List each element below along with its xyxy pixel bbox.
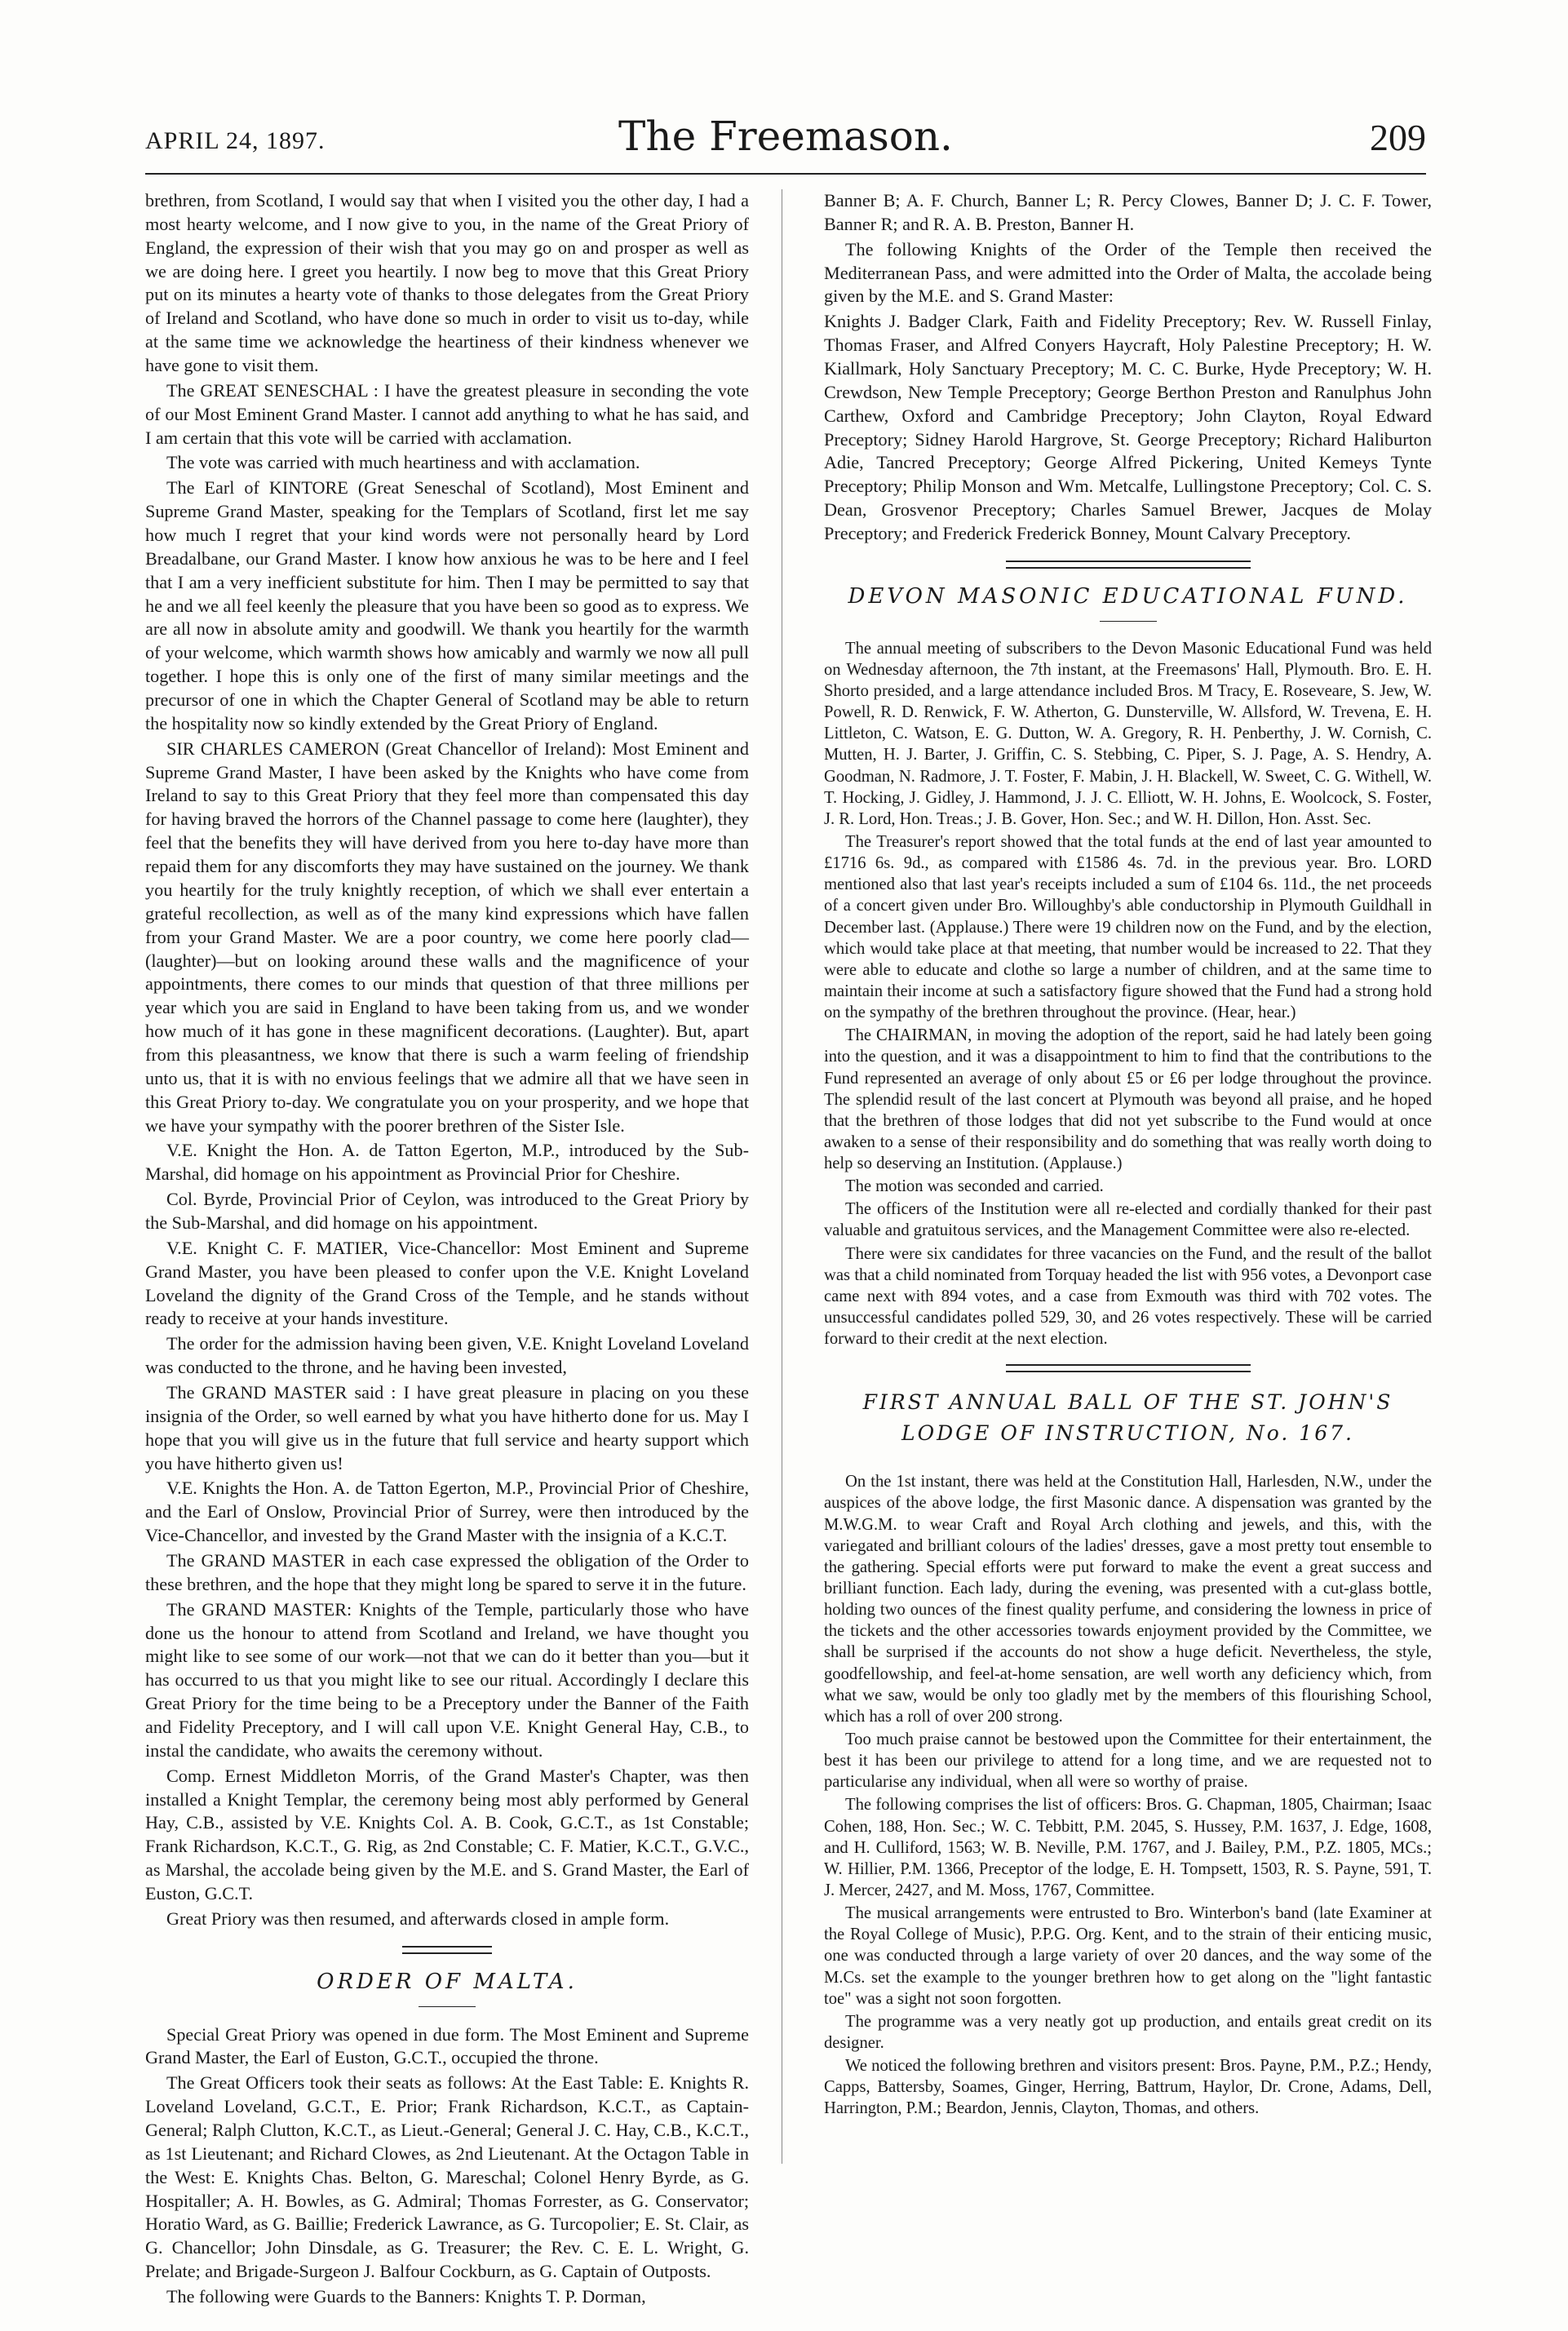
- paragraph: The GRAND MASTER in each case expressed the obligation of the Order to these brethren, and the hope that they might long be spared to serve it in the future.: [145, 1549, 749, 1594]
- paragraph: On the 1st instant, there was held at the Constitution Hall, Harlesden, N.W., under the auspices of the above lodge, the first Masonic dance. A dispensation was granted by the M.W.G.M. to wear Craft and Royal Arch clothing and jewels, and this, with the variegated and brilliant colours of the ladies' dresses, gave a most pretty tout ensemble to the gathering. Special efforts were put forward to make the event a great success and brilliant function. Each lady, during the evening, was presented with a cut-glass bottle, holding two ounces of the finest quality perfume, and considering the lowness in price of the tickets and the other accessories towards enjoyment provided by the Committee, we shall be surprised if the accounts do not show a huge deficit. Nevertheless, the style, goodfellowship, and feel-at-home sensation, are well worth any deficiency which, from what we saw, would be only too gladly met by the members of this flourishing School, which has a roll of over 200 strong.: [824, 1473, 1432, 1726]
- paragraph: There were six candidates for three vacancies on the Fund, and the result of the ballot was that a child nominated from Torquay headed the list with 956 votes, a Devonport case came next with 894 votes, and a case from Exmouth was third with 702 votes. The unsuccessful candidates polled 529, 30, and 26 votes respectively. These will be carried forward to their credit at the next election.: [824, 1244, 1432, 1349]
- paragraph: The Earl of KINTORE (Great Seneschal of Scotland), Most Eminent and Supreme Grand Master, speaking for the Templars of Scotland, first let me say how much I regret that your kind words were not personally heard by Lord Breadalbane, our Grand Master. I know how anxious he was to be here and I feel that I am a very inefficient substitute for him. Then I may be permitted to say that he and we all feel keenly the pleasure that you have been so good as to express. We are all now in absolute amity and goodwill. We thank you heartily for the warmth of your welcome, which warmth shows how amicably and warmly we now all pull together. I hope this is only one of the first of many similar meetings and the precursor of one in which the Chapter General of Scotland may be able to return the hospitality now so kindly extended by the Great Priory of England.: [145, 477, 749, 733]
- paragraph: The following comprises the list of officers: Bros. G. Chapman, 1805, Chairman; Isaac Cohen, 188, Hon. Sec.; W. C. Tebbitt, P.M. 2045, S. Hussey, P.M. 1637, J. Edge, 1608, and H. Culliford, 1563; W. B. Neville, P.M. 1767, and J. Bailey, P.M., P.Z. 1805, MCs.; W. Hillier, P.M. 1366, Preceptor of the lodge, E. H. Tompsett, 1503, R. S. Payne, 591, T. J. Mercer, 2427, and M. Moss, 1767, Committee.: [824, 1796, 1432, 1899]
- paragraph: The Treasurer's report showed that the total funds at the end of last year amounted to £1716 6s. 9d., as compared with £1586 4s. 7d. in the previous year. Bro. LORD mentioned also that last year's receipts included a sum of £104 6s. 11d., the net proceeds of a concert given under Bro. Willoughby's able conductorship in Plymouth Guildhall in December last. (Applause.) There were 19 children now on the Fund, and by the election, which would take place at that meeting, that number would be increased to 22. That they were able to educate and clothe so large a number of children, and at the same time to maintain their income at such a satisfactory figure showed that the Fund had a strong hold on the sympathy of the brethren throughout the province. (Hear, hear.): [824, 832, 1432, 1022]
- masthead: [145, 113, 1426, 171]
- paragraph: The officers of the Institution were all re-elected and cordially thanked for their past valuable and gratuitous services, and the Management Committee were also re-elected.: [824, 1200, 1432, 1240]
- paragraph: The musical arrangements were entrusted to Bro. Winterbon's band (late Examiner at the Royal College of Music), P.P.G. Org. Kent, and to the strain of their enticing music, one was conducted through a large variety of over 20 dances, and the way some of the M.Cs. set the example to the younger brethren how to get along on the "light fantastic toe" was a sight not soon forgotten.: [824, 1904, 1432, 2008]
- devon-fund-article: [824, 638, 1432, 1350]
- paragraph: Col. Byrde, Provincial Prior of Ceylon, was introduced to the Great Priory by the Sub-Marshal, and did homage on his appointment.: [145, 1189, 749, 1233]
- paragraph: The GRAND MASTER: Knights of the Temple, particularly those who have done us the honour to attend from Scotland and Ireland, we have thought you might like to see some of our work—not that we can do it better than you—but it has occurred to us that you might like to see our ritual. Accordingly I declare this Great Priory for the time being to be a Preceptory under the Banner of the Faith and Fidelity Preceptory, and I will call upon V.E. Knight General Hay, C.B., to instal the candidate, who awaits the ceremony without.: [145, 1598, 749, 1761]
- heading-underline: [1100, 621, 1157, 622]
- paragraph: V.E. Knight the Hon. A. de Tatton Egerton, M.P., introduced by the Sub-Marshal, did homage on his appointment as Provincial Prior for Cheshire.: [145, 1140, 749, 1185]
- paragraph: Comp. Ernest Middleton Morris, of the Grand Master's Chapter, was then installed a Knight Templar, the ceremony being most ably performed by General Hay, C.B., assisted by V.E. Knights Col. A. B. Cook, G.C.T., as 1st Constable; Frank Richardson, K.C.T., G. Rig, as 2nd Constable; C. F. Matier, K.C.T., G.V.C., as Marshal, the accolade being given by the M.E. and S. Grand Master, the Earl of Euston, G.C.T.: [145, 1765, 749, 1904]
- heading-line: FIRST ANNUAL BALL OF THE ST. JOHN'S: [862, 1390, 1393, 1415]
- section-rule: [1006, 561, 1251, 569]
- paragraph: The annual meeting of subscribers to the Devon Masonic Educational Fund was held on Wednesday afternoon, the 7th instant, at the Freemasons' Hall, Plymouth. Bro. E. H. Shorto presided, and a large attendance included Bros. M Tracy, E. Roseveare, S. Jew, W. Powell, R. D. Renwick, F. W. Atherton, G. Dunsterville, W. Allsford, W. Trevena, E. H. Littleton, C. Watson, E. G. Dutton, W. A. Gregory, R. H. Penberthy, J. W. Cornish, C. Mutten, H. J. Barter, J. Griffin, C. S. Stebbing, C. Piper, S. J. Page, A. S. Hendry, A. Goodman, N. Radmore, J. T. Foster, F. Mabin, J. H. Blackell, W. Sweet, C. G. Withell, W. T. Hocking, J. Gidley, J. Hammond, J. J. C. Elliott, W. H. Johns, E. Woolcock, S. Foster, J. R. Lord, Hon. Treas.; J. B. Gover, Hon. Sec.; and W. H. Dillon, Hon. Asst. Sec.: [824, 639, 1432, 828]
- paragraph: Special Great Priory was opened in due form. The Most Eminent and Supreme Grand Master, the Earl of Euston, G.C.T., occupied the throne.: [145, 2023, 749, 2068]
- paragraph: The GRAND MASTER said : I have great pleasure in placing on you these insignia of the Order, so well earned by what you have hitherto done for us. May I hope that you will give us in the future that full service and hearty support which you have hitherto given us!: [145, 1381, 749, 1473]
- masthead-rule: [145, 173, 1426, 175]
- st-johns-ball-heading: [824, 1387, 1432, 1448]
- order-of-malta-heading: ORDER OF MALTA.: [317, 1969, 578, 1994]
- page-number: 209: [1370, 117, 1426, 158]
- section-rule: [1006, 1364, 1251, 1372]
- devon-fund-heading: DEVON MASONIC EDUCATIONAL FUND.: [848, 583, 1408, 609]
- paragraph: Banner B; A. F. Church, Banner L; R. Percy Clowes, Banner D; J. C. F. Tower, Banner R; and R. A. B. Preston, Banner H.: [824, 190, 1432, 234]
- paragraph: The order for the admission having been given, V.E. Knight Loveland Loveland was conducted to the throne, and he having been invested,: [145, 1333, 749, 1378]
- paragraph: The programme was a very neatly got up production, and entails great credit on its designer.: [824, 2012, 1432, 2052]
- paragraph: The Great Officers took their seats as follows: At the East Table: E. Knights R. Loveland Loveland, G.C.T., E. Prior; Frank Richardson, K.C.T., as Captain-General; Ralph Clutton, K.C.T., as Lieut.-General; General J. C. Hay, C.B., K.C.T., as 1st Lieutenant; and Richard Clowes, as 2nd Lieutenant. At the Octagon Table in the West: E. Knights Chas. Belton, G. Mareschal; Colonel Henry Byrde, as G. Hospitaller; A. H. Bowles, as G. Admiral; Thomas Forrester, as G. Conservator; Horatio Ward, as G. Baillie; Frederick Lawrance, as G. Turcopolier; E. St. Clair, as G. Chancellor; John Dinsdale, as G. Treasurer; the Rev. C. E. L. Wright, G. Prelate; and Brigade-Surgeon J. Balfour Cockburn, as G. Captain of Outposts.: [145, 2072, 749, 2282]
- issue-date: APRIL 24, 1897.: [145, 127, 326, 154]
- paragraph: Knights J. Badger Clark, Faith and Fidelity Preceptory; Rev. W. Russell Finlay, Thomas Fraser, and Alfred Conyers Haycraft, Holy Palestine Preceptory; H. W. Kiallmark, Holy Sanctuary Preceptory; M. C. C. Burke, Hyde Preceptory; W. H. Crewdson, New Temple Preceptory; George Berthon Preston and Ranulphus John Carthew, Oxford and Cambridge Preceptory; John Clayton, Royal Edward Preceptory; Sidney Harold Hargrove, St. George Preceptory; Richard Haliburton Adie, Tancred Preceptory; George Alfred Pickering, United Kemeys Tynte Preceptory; Philip Monson and Wm. Metcalfe, Lullingstone Preceptory; Col. C. S. Dean, Grosvenor Preceptory; Charles Samuel Brewer, Jacques de Molay Preceptory; and Frederick Frederick Bonney, Mount Calvary Preceptory.: [824, 311, 1432, 544]
- paragraph: SIR CHARLES CAMERON (Great Chancellor of Ireland): Most Eminent and Supreme Grand Master, I have been asked by the Knights who have come from Ireland to say to this Great Priory that they feel more than compensated this day for having braved the horrors of the Channel passage to come here (laughter), they feel that the benefits they will have derived from you here to-day have more than repaid them for any discomforts they may have sustained on the journey. We thank you heartily for the truly knightly reception, of which we shall ever entertain a grateful recollection, as well as of the many kind expressions which have fallen from your Grand Master. We are a poor country, we come here poorly clad—(laughter)—but on looking around these walls and the magnificence of your appointments, there comes to our minds that question of that three millions per year which you are said in England to have been taking from us, and we wonder how much of it has gone in these magnificent decorations. (Laughter). But, apart from this pleasantness, we know that there is such a warm feeling of friendship unto us, that it is with no envious feelings that we admire all that we have seen in this Great Priory to-day. We congratulate you on your prosperity, and we hope that we have your sympathy with the poorer brethren of the Sister Isle.: [145, 738, 749, 1136]
- heading-underline: [419, 2006, 476, 2007]
- st-johns-ball-article: [824, 1471, 1432, 2119]
- paragraph: The following were Guards to the Banners: Knights T. P. Dorman,: [166, 2285, 646, 2307]
- paragraph: We noticed the following brethren and visitors present: Bros. Payne, P.M., P.Z.; Hendy, Capps, Battersby, Soames, Ginger, Herring, Battrum, Haylor, Dr. Crone, Adams, Dell, Harrington, P.M.; Beardon, Jennis, Clayton, Thomas, and others.: [824, 2057, 1432, 2118]
- left-column: [145, 189, 749, 2311]
- paragraph: The CHAIRMAN, in moving the adoption of the report, said he had lately been going into the question, and it was a disappointment to him to find that the contributions to the Fund represented an average of only about £5 or £6 per lodge throughout the province. The splendid result of the last concert at Plymouth was beyond all praise, and he hoped that the brethren of those lodges that did not yet subscribe to the Fund would at once awaken to a sense of their responsibility and do something that was really worth doing to help so deserving an Institution. (Applause.): [824, 1026, 1432, 1173]
- paragraph: brethren, from Scotland, I would say that when I visited you the other day, I had a most hearty welcome, and I now give to you, in the name of the Great Priory of England, the expression of their wish that you may go on and prosper as well as we are doing here. I greet you heartily. I now beg to move that this Great Priory put on its minutes a hearty vote of thanks to those delegates from the Great Priory of Ireland and Scotland, who have done so much in order to visit us to-day, while at the same time we acknowledge the heartiness of their kindness whenever we have gone to visit them.: [145, 190, 749, 376]
- heading-line: LODGE OF INSTRUCTION, No. 167.: [901, 1420, 1354, 1445]
- right-column: [824, 189, 1432, 2121]
- paragraph: Great Priory was then resumed, and afterwards closed in ample form.: [166, 1908, 670, 1929]
- paragraph: V.E. Knights the Hon. A. de Tatton Egerton, M.P., Provincial Prior of Cheshire, and the Earl of Onslow, Provincial Prior of Surrey, were then introduced by the Vice-Chancellor, and invested by the Grand Master with the insignia of a K.C.T.: [145, 1478, 749, 1546]
- paragraph: The following Knights of the Order of the Temple then received the Mediterranean Pass, and were admitted into the Order of Malta, the accolade being given by the M.E. and S. Grand Master:: [824, 238, 1432, 307]
- paragraph: Too much praise cannot be bestowed upon the Committee for their entertainment, the best it has been our privilege to attend for a long time, and we are requested not to particularise any individual, when all were so worthy of praise.: [824, 1731, 1432, 1792]
- paragraph: The motion was seconded and carried.: [845, 1177, 1104, 1196]
- paragraph: The GREAT SENESCHAL : I have the greatest pleasure in seconding the vote of our Most Eminent Grand Master. I cannot add anything to what he has said, and I am certain that this vote will be carried with acclamation.: [145, 379, 749, 448]
- paragraph: V.E. Knight C. F. MATIER, Vice-Chancellor: Most Eminent and Supreme Grand Master, you have been pleased to confer upon the V.E. Knight Loveland Loveland the dignity of the Grand Cross of the Temple, and he stands without ready to receive at your hands investiture.: [145, 1237, 749, 1329]
- paragraph: The vote was carried with much heartiness and with acclamation.: [166, 452, 640, 473]
- newspaper-title: The Freemason.: [618, 113, 953, 160]
- section-rule: [402, 1946, 492, 1954]
